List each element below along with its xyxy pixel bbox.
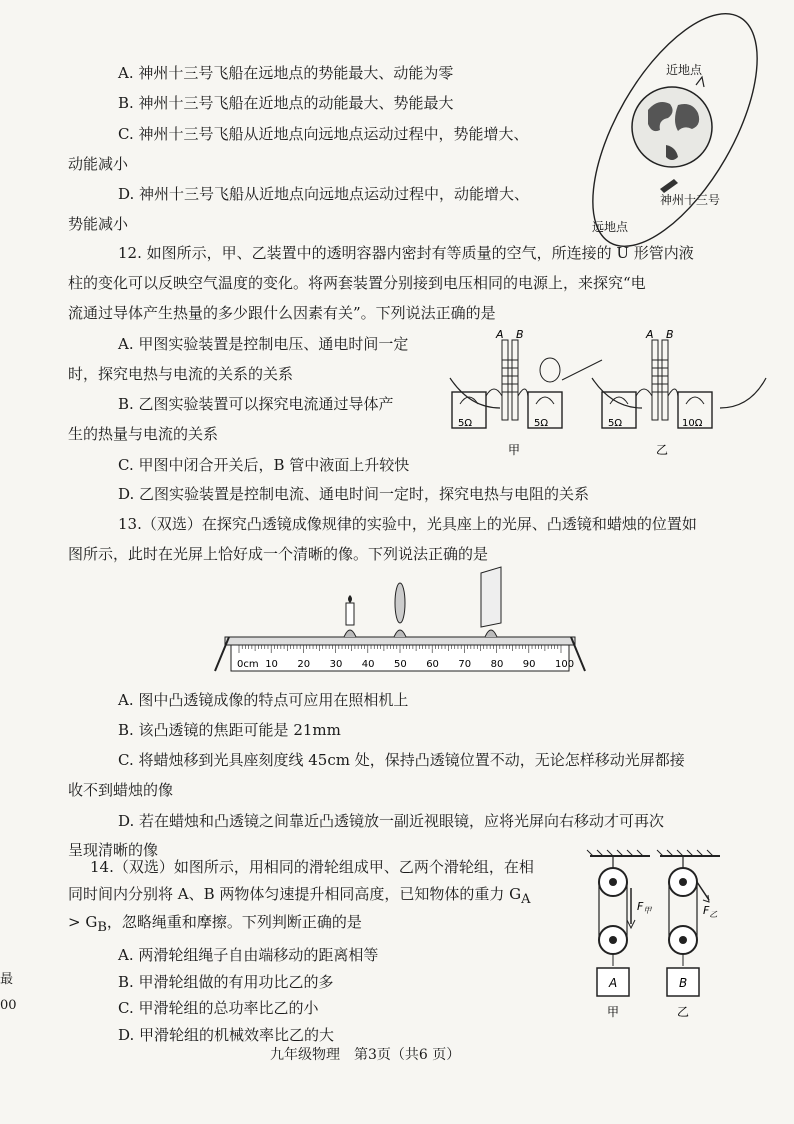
ruler-label: 90 (522, 659, 536, 670)
force-yi-label: $F_乙$ (703, 904, 718, 919)
label-tube-a: A (496, 328, 504, 341)
label-jia: 甲 (508, 443, 521, 457)
ruler-label: 70 (458, 659, 472, 670)
q13-stem-line2: 图所示，此时在光屏上恰好成一个清晰的像。下列说法正确的是 (68, 545, 489, 563)
orbit-near-label: 远地点 (592, 220, 629, 234)
q13-option-a: A. 图中凸透镜成像的特点可应用在照相机上 (118, 691, 409, 709)
q13-option-d-line1: D. 若在蜡烛和凸透镜之间靠近凸透镜放一副近视眼镜，应将光屏向右移动才可再次 (118, 812, 665, 830)
extra-resistor-loop (540, 358, 560, 382)
q12-option-b-line2: 生的热量与电流的关系 (68, 425, 219, 443)
q14-option-a: A. 两滑轮组绳子自由端移动的距离相等 (118, 946, 379, 964)
q14-option-b: B. 甲滑轮组做的有用功比乙的多 (118, 973, 334, 991)
q12-option-a-line1: A. 甲图实验装置是控制电压、通电时间一定 (118, 335, 409, 353)
optical-bench-figure (215, 565, 585, 675)
q14-option-c: C. 甲滑轮组的总功率比乙的小 (118, 999, 319, 1017)
q14-stem-line3: > $G_B$，忽略绳重和摩擦。下列判断正确的是 (68, 913, 362, 935)
tube-b (512, 340, 518, 420)
ruler-label: 20 (297, 659, 311, 670)
lens-holder (394, 630, 406, 637)
ruler-label: 10 (265, 659, 278, 670)
pulley-jia-label: 甲 (607, 1005, 620, 1019)
q11-option-c-line1: C. 神州十三号飞船从近地点向远地点运动过程中，势能增大、 (118, 125, 529, 143)
page-footer: 九年级物理 第3页（共6 页） (270, 1047, 461, 1063)
candle-flame-icon (348, 595, 352, 603)
q13-option-b: B. 该凸透镜的焦距可能是 21mm (118, 721, 341, 739)
ruler-label: 100 (555, 659, 575, 670)
spaceship-icon (660, 179, 678, 193)
ruler-label: 40 (361, 659, 375, 670)
apparatus-jia (450, 328, 602, 457)
q12-option-b-line1: B. 乙图实验装置可以探究电流通过导体产 (118, 395, 394, 413)
light-screen (481, 567, 501, 627)
q13-option-c-line1: C. 将蜡烛移到光具座刻度线 45cm 处，保持凸透镜位置不动，无论怎样移动光屏都接 (118, 751, 685, 769)
orbit-figure (592, 55, 790, 235)
ruler-label: 50 (394, 659, 407, 670)
label-r4: 10Ω (682, 418, 703, 429)
label-tube-a-2: A (646, 328, 654, 341)
ruler-label: 0cm (237, 659, 259, 670)
label-r1: 5Ω (458, 418, 473, 429)
q14-stem-line1: 14.（双选）如图所示，用相同的滑轮组成甲、乙两个滑轮组，在相 (90, 858, 534, 876)
ruler-label: 60 (426, 659, 439, 670)
q12-option-d: D. 乙图实验装置是控制电流、通电时间一定时，探究电热与电阻的关系 (118, 485, 590, 503)
label-r3: 5Ω (608, 418, 623, 429)
screen-holder (485, 630, 497, 637)
orbit-far-label: 近地点 (666, 63, 703, 77)
label-r2: 5Ω (534, 418, 549, 429)
bench-top (225, 637, 575, 645)
q13-option-d-line2: 呈现清晰的像 (68, 841, 159, 859)
pulley-yi-label: 乙 (677, 1005, 690, 1019)
q11-option-d-line1: D. 神州十三号飞船从近地点向远地点运动过程中，动能增大、 (118, 185, 530, 203)
q13-stem-line1: 13.（双选）在探究凸透镜成像规律的实验中，光具座上的光屏、凸透镜和蜡烛的位置如 (118, 515, 697, 533)
tube-b-2 (662, 340, 668, 420)
block-a-label: A (609, 976, 618, 990)
q12-stem-line3: 流通过导体产生热量的多少跟什么因素有关”。下列说法正确的是 (68, 304, 496, 322)
block-b-label: B (679, 976, 688, 990)
candle (346, 603, 354, 625)
apparatus-yi (592, 328, 766, 457)
q11-option-a: A. 神州十三号飞船在远地点的势能最大、动能为零 (118, 64, 454, 82)
q11-option-b: B. 神州十三号飞船在近地点的动能最大、势能最大 (118, 94, 454, 112)
q11-option-c-line2: 动能减小 (68, 155, 129, 173)
label-tube-b: B (516, 328, 524, 341)
force-jia-label: $F_甲$ (637, 900, 652, 915)
orbit-arrow-icon (696, 77, 704, 87)
orbit-ship-label: 神州十三号 (660, 193, 721, 207)
margin-fragment-1: 最 (0, 972, 14, 987)
q12-option-c: C. 甲图中闭合开关后，B 管中液面上升较快 (118, 456, 410, 474)
tube-a (502, 340, 508, 420)
candle-holder (344, 630, 356, 637)
convex-lens (395, 583, 405, 623)
q11-option-d-line2: 势能减小 (68, 215, 129, 233)
ruler-label: 30 (329, 659, 343, 670)
q13-option-c-line2: 收不到蜡烛的像 (68, 781, 174, 799)
margin-fragment-2: 00 (0, 998, 17, 1013)
q14-stem-line2: 同时间内分别将 A、B 两物体匀速提升相同高度，已知物体的重力 $G_A$ (68, 885, 531, 907)
q14-option-d: D. 甲滑轮组的机械效率比乙的大 (118, 1026, 335, 1044)
ruler-label: 80 (490, 659, 504, 670)
q12-option-a-line2: 时，探究电热与电流的关系的关系 (68, 365, 294, 383)
label-yi: 乙 (656, 443, 669, 457)
q12-stem-line2: 柱的变化可以反映空气温度的变化。将两套装置分别接到电压相同的电源上，来探究“电 (68, 274, 646, 292)
q12-stem-line1: 12. 如图所示，甲、乙装置中的透明容器内密封有等质量的空气，所连接的 U 形管内液 (118, 244, 694, 262)
label-tube-b-2: B (666, 328, 674, 341)
tube-a-2 (652, 340, 658, 420)
pulley-figure (585, 848, 725, 1048)
joule-heating-figure (440, 330, 770, 460)
